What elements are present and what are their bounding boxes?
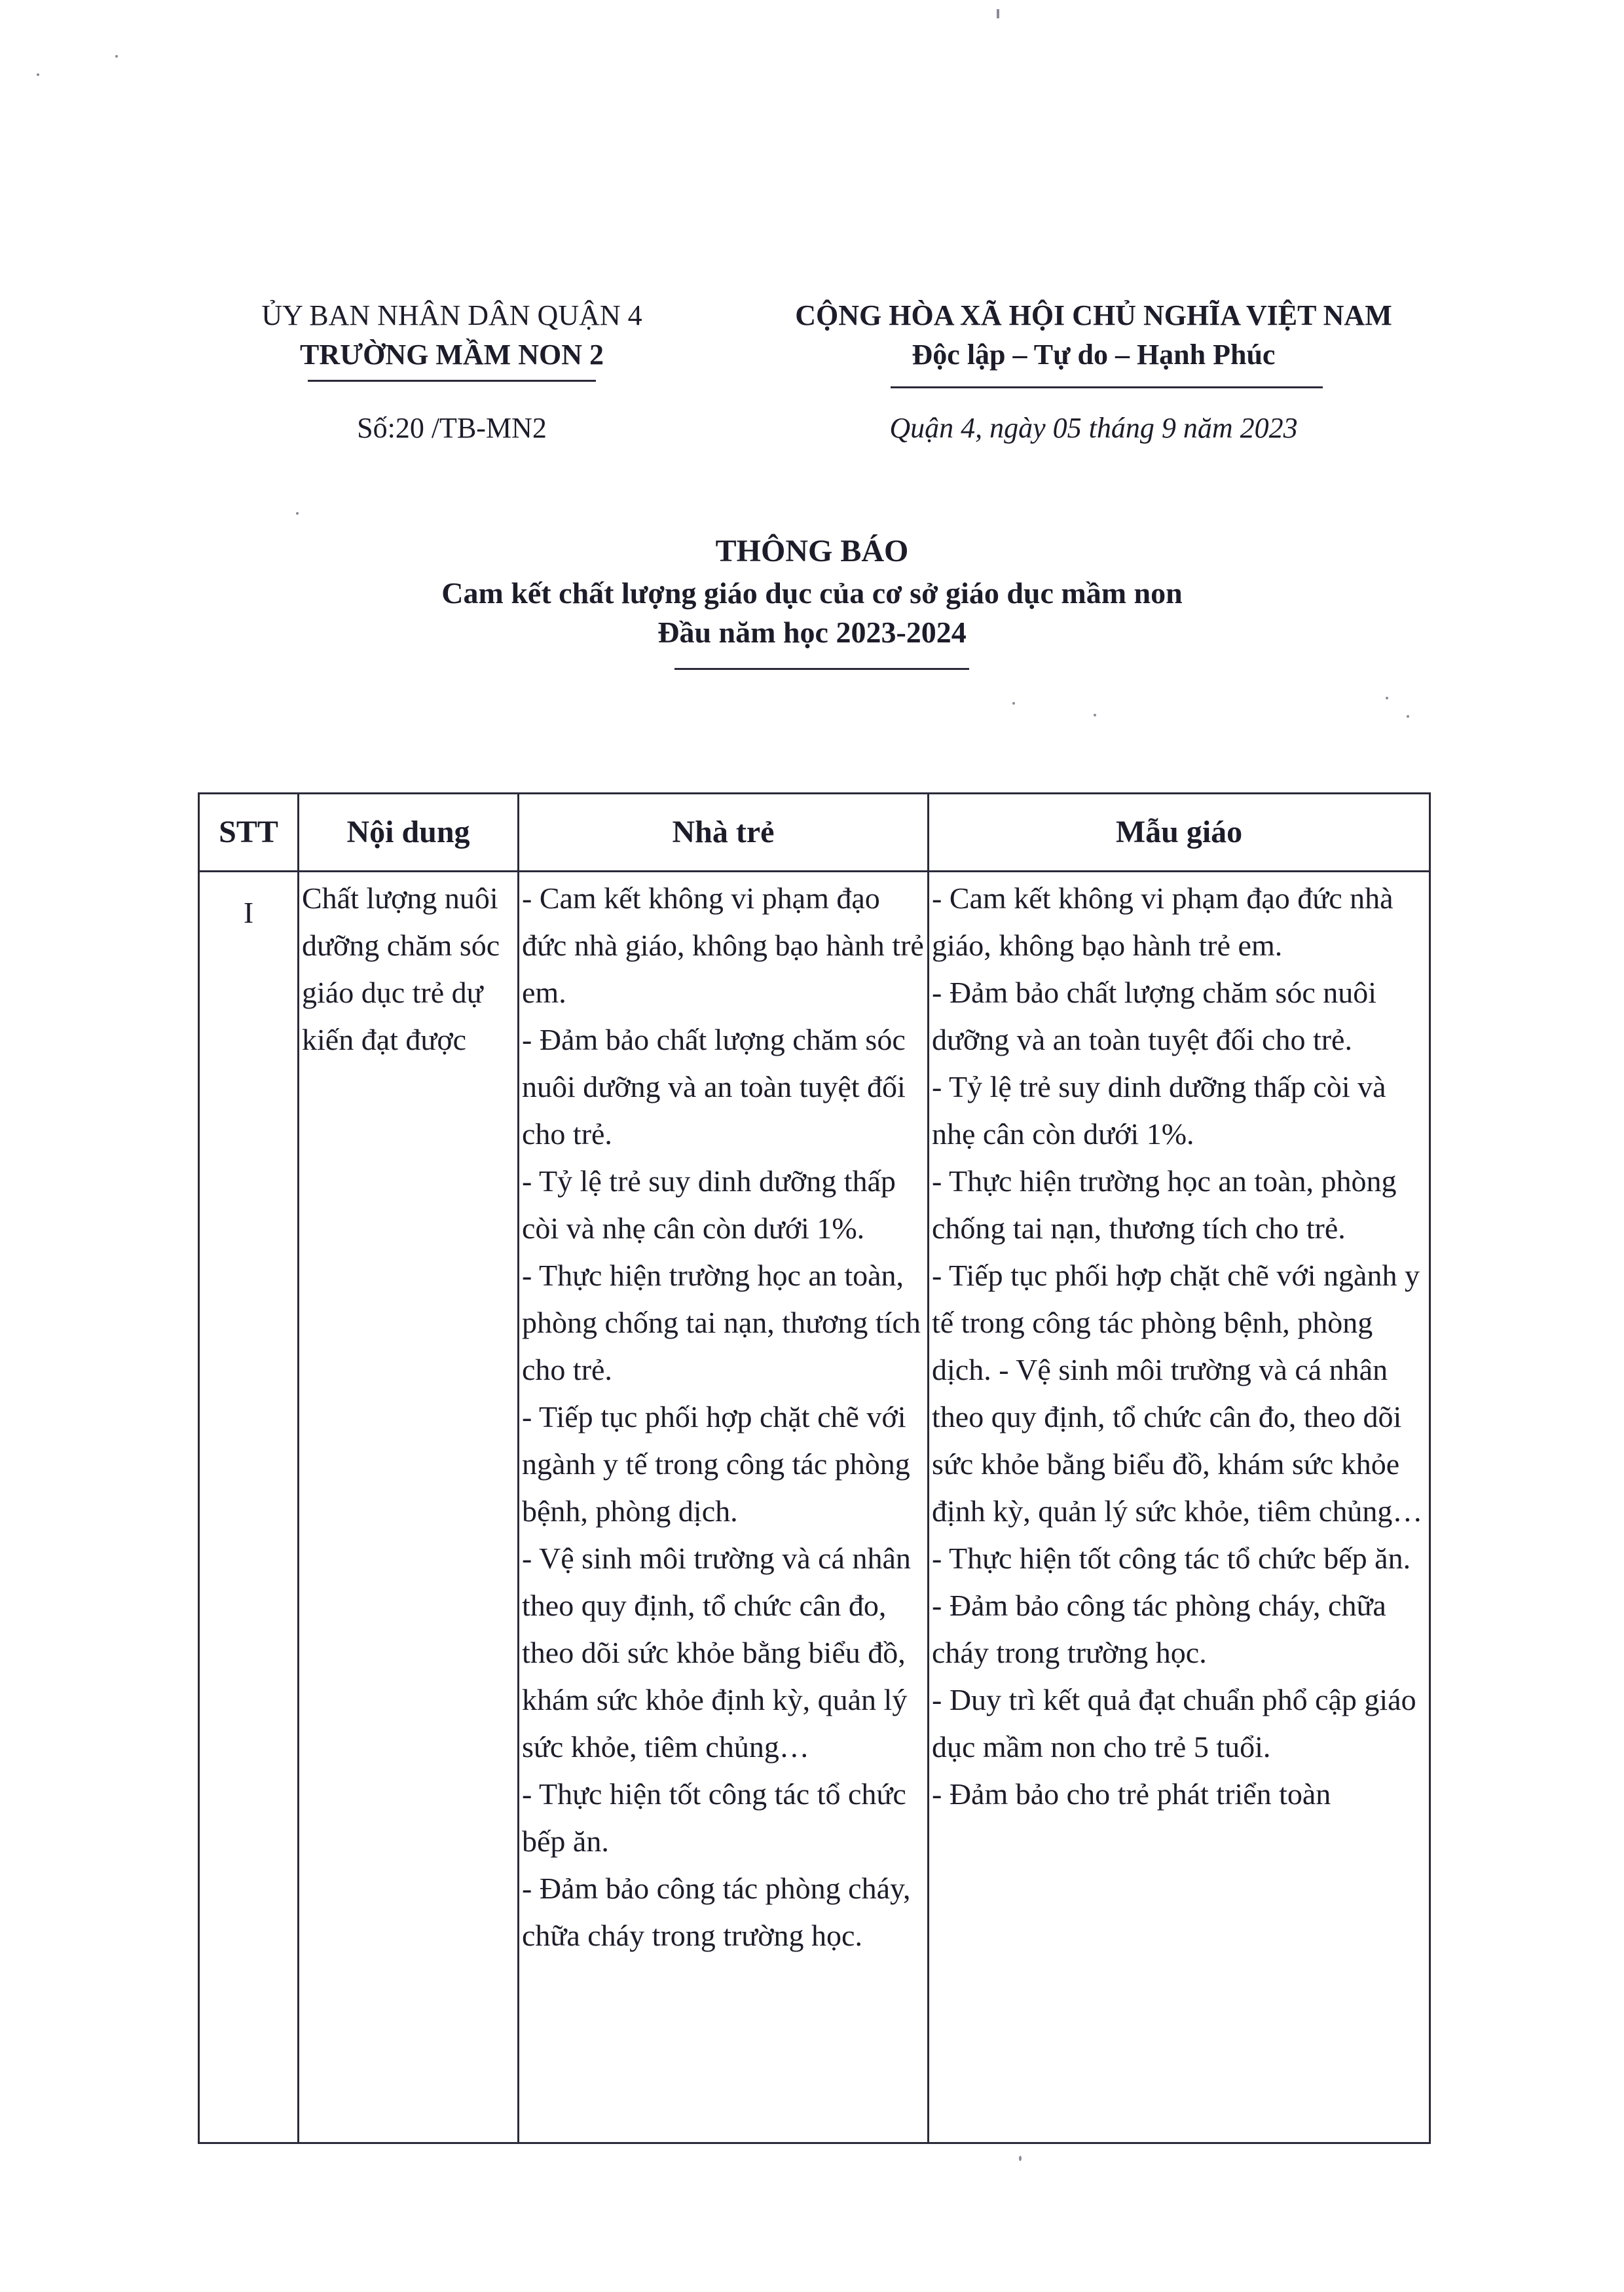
header-stt: STT: [199, 794, 299, 872]
list-item: - Đảm bảo chất lượng chăm sóc nuôi dưỡng và an toàn tuyệt đối cho trẻ.: [522, 1023, 906, 1151]
list-item: - Đảm bảo chất lượng chăm sóc nuôi dưỡng và an toàn tuyệt đối cho trẻ.: [932, 976, 1377, 1056]
table-header-row: [199, 794, 1430, 872]
header-nha-tre: Nhà trẻ: [519, 794, 929, 872]
scan-speck: [997, 9, 999, 18]
cell-nha-tre: [519, 872, 929, 2143]
issuer-school: TRƯỜNG MẦM NON 2: [300, 339, 604, 371]
list-item: - Thực hiện tốt công tác tổ chức bếp ăn.: [932, 1542, 1411, 1575]
national-motto: Độc lập – Tự do – Hạnh Phúc: [912, 339, 1276, 371]
scan-speck: [296, 512, 299, 515]
header-content: Nội dung: [299, 794, 519, 872]
list-item: - Đảm bảo cho trẻ phát triển toàn: [932, 1777, 1331, 1811]
list-item: - Thực hiện trường học an toàn, phòng chống tai nạn, thương tích cho trẻ.: [932, 1164, 1397, 1245]
cell-content: Chất lượng nuôi dưỡng chăm sóc giáo dục trẻ dự kiến đạt được: [299, 872, 519, 2143]
list-item: - Đảm bảo công tác phòng cháy, chữa cháy trong trường học.: [932, 1589, 1386, 1669]
header-mau-giao: Mẫu giáo: [929, 794, 1430, 872]
scan-speck: [1012, 702, 1015, 705]
scan-speck: [1019, 2156, 1022, 2161]
list-item: - Thực hiện trường học an toàn, phòng chống tai nạn, thương tích cho trẻ.: [522, 1259, 921, 1386]
document-number: Số:20 /TB-MN2: [357, 412, 547, 444]
issuer-underline: [308, 380, 596, 382]
list-item: - Tỷ lệ trẻ suy dinh dưỡng thấp còi và nhẹ cân còn dưới 1%.: [932, 1070, 1386, 1151]
list-item: - Tiếp tục phối hợp chặt chẽ với ngành y tế trong công tác phòng bệnh, phòng dịch. - Vệ sinh môi trường và cá nhân theo quy định, tổ chức cân đo, theo dõi sức khỏe bằng biểu đồ, khám sức khỏe định kỳ, quản lý sức khỏe, tiêm chủng…: [932, 1259, 1423, 1528]
list-item: - Duy trì kết quả đạt chuẩn phổ cập giáo dục mầm non cho trẻ 5 tuổi.: [932, 1683, 1416, 1764]
scan-speck: [1386, 697, 1388, 699]
title-underline: [674, 668, 969, 670]
national-title: CỘNG HÒA XÃ HỘI CHỦ NGHĨA VIỆT NAM: [795, 299, 1392, 331]
scan-speck: [115, 55, 118, 58]
list-item: - Đảm bảo công tác phòng cháy, chữa cháy trong trường học.: [522, 1872, 911, 1952]
cell-mau-giao: [929, 872, 1430, 2143]
list-item: - Tỷ lệ trẻ suy dinh dưỡng thấp còi và nhẹ cân còn dưới 1%.: [522, 1164, 896, 1245]
scan-speck: [1094, 714, 1096, 716]
list-item: - Cam kết không vi phạm đạo đức nhà giáo, không bạo hành trẻ em.: [522, 881, 924, 1009]
notice-title: THÔNG BÁO: [715, 534, 909, 568]
motto-underline: [891, 386, 1323, 388]
place-date: Quận 4, ngày 05 tháng 9 năm 2023: [889, 412, 1298, 444]
notice-school-year: Đầu năm học 2023-2024: [657, 616, 967, 649]
list-item: - Tiếp tục phối hợp chặt chẽ với ngành y tế trong công tác phòng bệnh, phòng dịch.: [522, 1400, 910, 1528]
commitment-table: [198, 792, 1431, 2144]
list-item: - Vệ sinh môi trường và cá nhân theo quy định, tổ chức cân đo, theo dõi sức khỏe bằng biểu đồ, khám sức khỏe định kỳ, quản lý sức khỏe, tiêm chủng…: [522, 1542, 911, 1764]
issuer-authority: ỦY BAN NHÂN DÂN QUẬN 4: [261, 299, 642, 331]
notice-subtitle: Cam kết chất lượng giáo dục của cơ sở giáo dục mầm non: [441, 576, 1183, 610]
scan-speck: [37, 73, 39, 76]
list-item: - Cam kết không vi phạm đạo đức nhà giáo, không bạo hành trẻ em.: [932, 881, 1393, 962]
table-row: [199, 872, 1430, 2143]
scan-speck: [1407, 715, 1409, 718]
list-item: - Thực hiện tốt công tác tổ chức bếp ăn.: [522, 1777, 906, 1858]
cell-stt: I: [199, 872, 299, 2143]
